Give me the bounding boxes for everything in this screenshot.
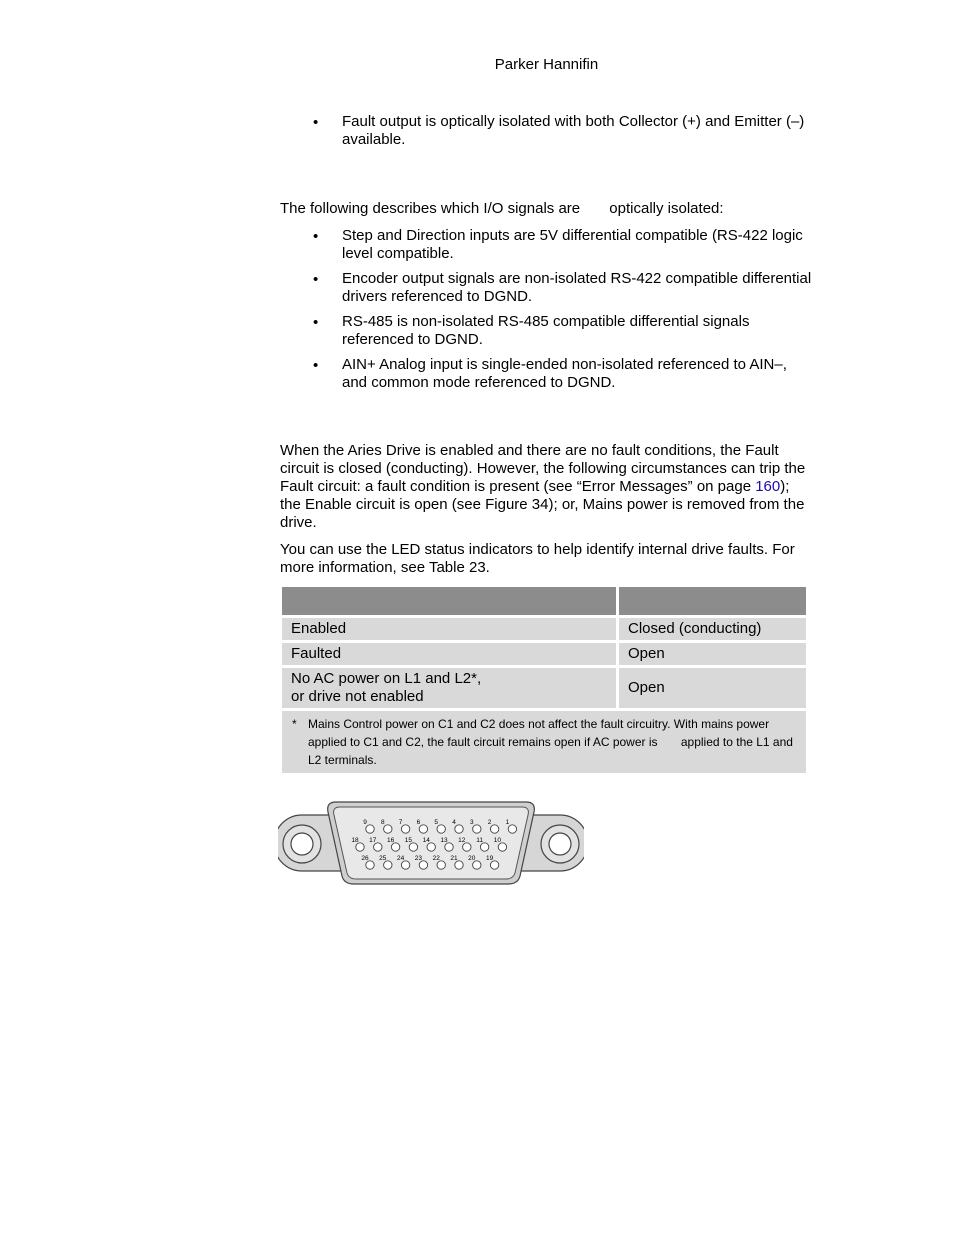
- pin-number-label: 26: [361, 855, 369, 862]
- table-header-drive-state: [282, 587, 616, 615]
- table-footnote-row: [282, 711, 806, 773]
- connector-pin: [508, 825, 516, 833]
- fault-output-cell: Closed (conducting): [619, 618, 806, 640]
- fault-paragraph-text: When the Aries Drive is enabled and there are no fault conditions, the Fault circuit is closed (conducting). However, the following circumstances can trip the Fault circuit: a fault condition is present (see “Error Messages” on page: [280, 442, 806, 495]
- connector-pin: [490, 825, 498, 833]
- io-bullet-step-direction: Step and Direction inputs are 5V differential compatible (RS-422 logic level compatible.: [342, 227, 803, 262]
- connector-pin: [366, 861, 374, 869]
- pin-number-label: 14: [422, 837, 430, 844]
- pin-number-label: 23: [414, 855, 423, 862]
- page-header: Parker Hannifin: [494, 56, 599, 73]
- pin-number-label: 11: [476, 837, 483, 844]
- pin-number-label: 5: [434, 819, 439, 826]
- connector-pin: [384, 825, 392, 833]
- connector-pin: [391, 843, 399, 851]
- pin-number-label: 13: [440, 837, 448, 844]
- drive-state-line: No AC power on L1 and L2*,: [291, 670, 482, 687]
- pin-number-label: 10: [493, 837, 502, 844]
- fault-paragraph-text-end: ); the Enable circuit is open (see Figure 34); or, Mains power is removed from the drive.: [280, 478, 805, 531]
- pin-number-label: 18: [351, 837, 359, 844]
- drive-state-cell: [282, 668, 616, 708]
- pin-number-label: 8: [380, 819, 385, 826]
- pin-number-label: 15: [404, 837, 413, 844]
- table-row: [282, 668, 806, 708]
- footnote-marker: *: [292, 717, 297, 731]
- connector-pin: [409, 843, 417, 851]
- connector-pin: [463, 843, 471, 851]
- pin-number-label: 16: [386, 837, 395, 844]
- connector-pin: [419, 861, 427, 869]
- connector-pin: [473, 825, 481, 833]
- pin-number-label: 4: [452, 819, 456, 826]
- db26-connector-diagram: [278, 798, 584, 888]
- footnote-text: Mains Control power on C1 and C2 does not affect the fault circuitry. With mains power applied to C1 and C2, the fault circuit remains open if AC power is applied to the L1 and L2 terminals.: [308, 717, 797, 767]
- fault-output-cell: Open: [619, 643, 806, 665]
- io-intro: The following describes which I/O signals are optically isolated:: [280, 200, 724, 217]
- drive-state-line: or drive not enabled: [291, 688, 424, 705]
- mounting-hole-right: [541, 825, 579, 863]
- table-row: [282, 643, 806, 665]
- connector-pin: [356, 843, 364, 851]
- pin-number-label: 2: [487, 819, 492, 826]
- io-bullet-rs485: RS-485 is non-isolated RS-485 compatible differential signals referenced to DGND.: [342, 313, 750, 348]
- connector-pin: [455, 825, 463, 833]
- connector-pin: [366, 825, 374, 833]
- pin-number-label: 1: [505, 819, 510, 826]
- pin-number-label: 21: [450, 855, 458, 862]
- io-bullet-analog: AIN+ Analog input is single-ended non-isolated referenced to AIN–, and common mode referenced to DGND.: [342, 356, 787, 391]
- connector-pin: [480, 843, 488, 851]
- table-footnote: [282, 711, 806, 773]
- connector-pin: [384, 861, 392, 869]
- pin-number-label: 22: [432, 855, 440, 862]
- pin-number-label: 3: [469, 819, 474, 826]
- pin-number-label: 12: [458, 837, 466, 844]
- pin-number-label: 24: [396, 855, 405, 862]
- led-paragraph: You can use the LED status indicators to help identify internal drive faults. For more information, see Table 23.: [280, 541, 795, 576]
- io-bullet-encoder: Encoder output signals are non-isolated RS-422 compatible differential drivers referenced to DGND.: [342, 270, 812, 305]
- bullet-marker: •: [313, 114, 319, 131]
- connector-pin: [374, 843, 382, 851]
- pin-number-label: 19: [485, 855, 494, 862]
- connector-pin: [427, 843, 435, 851]
- bullet-marker: •: [313, 271, 319, 288]
- connector-pin: [437, 825, 445, 833]
- connector-pin: [437, 861, 445, 869]
- pin-number-label: 9: [363, 819, 367, 826]
- pin-number-label: 17: [369, 837, 377, 844]
- connector-pin: [498, 843, 506, 851]
- fault-state-table: [279, 584, 809, 776]
- drive-state-cell: Enabled: [282, 618, 616, 640]
- connector-pin: [455, 861, 463, 869]
- table-row: [282, 618, 806, 640]
- connector-pin: [490, 861, 498, 869]
- connector-pin: [445, 843, 453, 851]
- pin-number-label: 20: [468, 855, 476, 862]
- connector-pin: [473, 861, 481, 869]
- fault-output-bullet: Fault output is optically isolated with both Collector (+) and Emitter (–) available.: [342, 113, 805, 148]
- bullet-marker: •: [313, 314, 319, 331]
- pin-number-label: 7: [398, 819, 403, 826]
- pin-number-label: 25: [379, 855, 387, 862]
- connector-pin: [401, 861, 409, 869]
- fault-output-cell: Open: [619, 668, 806, 708]
- bullet-marker: •: [313, 357, 319, 374]
- error-messages-page-link[interactable]: 160: [755, 478, 781, 495]
- table-header-fault-output: [619, 587, 806, 615]
- pin-number-label: 6: [416, 819, 421, 826]
- bullet-marker: •: [313, 228, 319, 245]
- fault-paragraph: [280, 442, 808, 532]
- connector-pin: [419, 825, 427, 833]
- drive-state-cell: Faulted: [282, 643, 616, 665]
- mounting-hole-left: [283, 825, 321, 863]
- connector-pin: [401, 825, 409, 833]
